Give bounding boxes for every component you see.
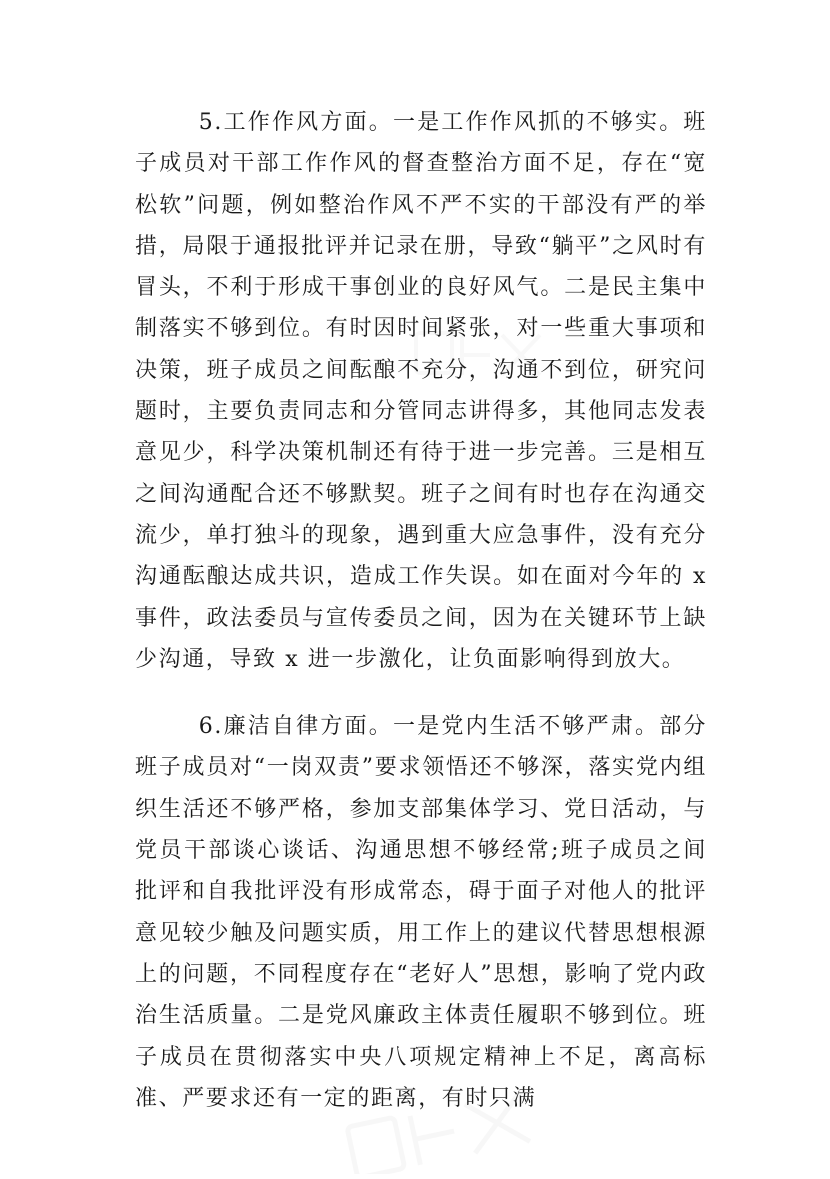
document-body [135,102,707,1119]
paragraph-integrity: 6.廉洁自律方面。一是党内生活不够严肃。部分班子成员对“一岗双责”要求领悟还不够深，落实党内组织生活还不够严格，参加支部集体学习、党日活动，与党员干部谈心谈话、沟通思想不够经常;班子成员之间批评和自我批评没有形成常态，碍于面子对他人的批评意见较少触及问题实质，用工作上的建议代替思想根源上的问题，不同程度存在“老好人”思想，影响了党内政治生活质量。二是党风廉政主体责任履职不够到位。班子成员在贯彻落实中央八项规定精神上不足，离高标准、严要求还有一定的距离，有时只满 [135,714,707,1111]
paragraph-work-style: 5.工作作风方面。一是工作作风抓的不够实。班子成员对干部工作作风的督查整治方面不足，存在“宽松软”问题，例如整治作风不严不实的干部没有严的举措，局限于通报批评并记录在册，导致“躺平”之风时有冒头，不利于形成干事创业的良好风气。二是民主集中制落实不够到位。有时因时间紧张，对一些重大事项和决策，班子成员之间酝酿不充分，沟通不到位，研究问题时，主要负责同志和分管同志讲得多，其他同志发表意见少，科学决策机制还有待于进一步完善。三是相互之间沟通配合还不够默契。班子之间有时也存在沟通交流少，单打独斗的现象，遇到重大应急事件，没有充分沟通酝酿达成共识，造成工作失误。如在面对今年的 x 事件，政法委员与宣传委员之间，因为在关键环节上缺少沟通，导致 x 进一步激化，让负面影响得到放大。 [135,110,707,672]
